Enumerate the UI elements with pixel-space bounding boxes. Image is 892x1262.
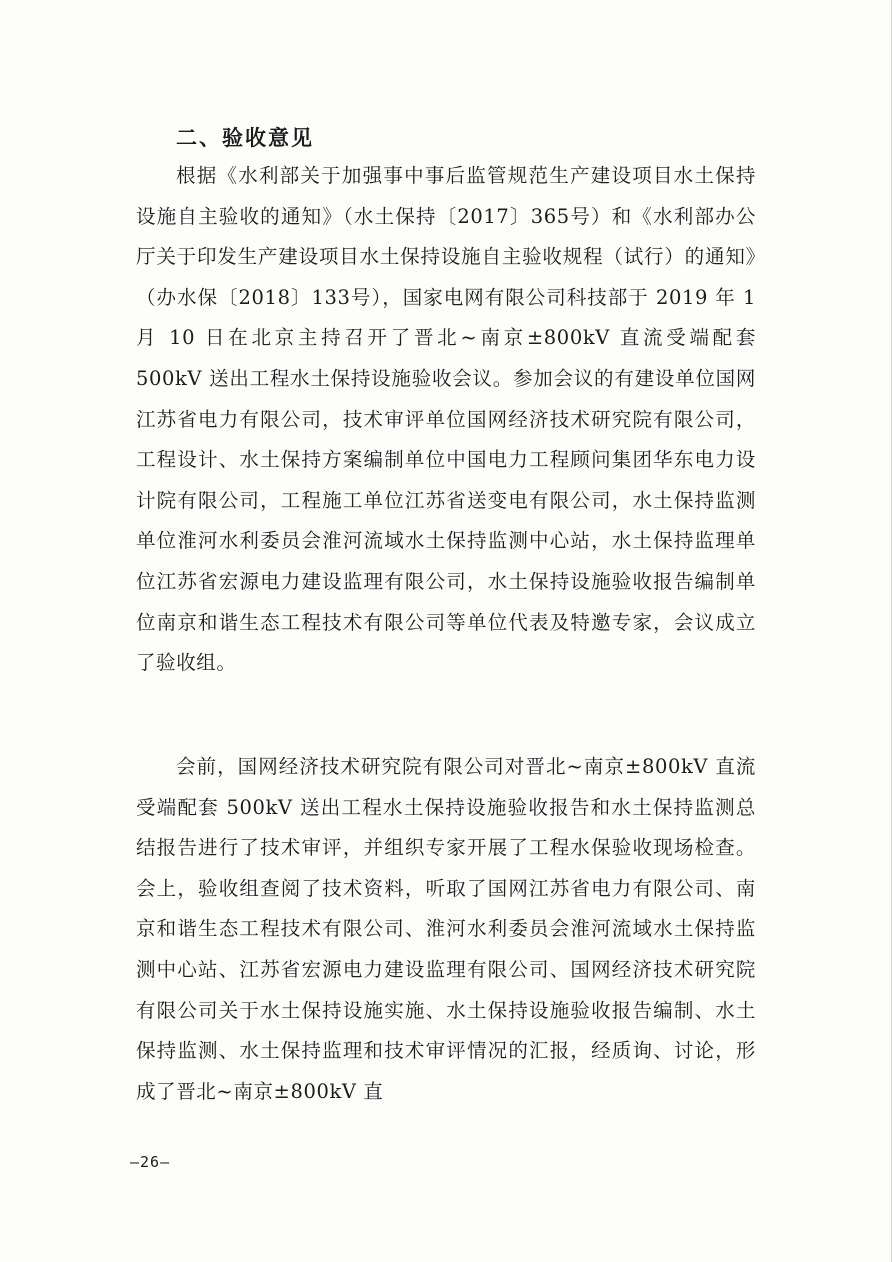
body-paragraph-2: 会前，国网经济技术研究院有限公司对晋北~南京±800kV 直流受端配套 500kV 送出工程水土保持设施验收报告和水土保持监测总结报告进行了技术审评，并组织专家开展了工程水保验收现场检查。会上，验收组查阅了技术资料，听取了国网江苏省电力有限公司、南京和谐生态工程技术有限公司、淮河水利委员会淮河流域水土保持监测中心站、江苏省宏源电力建设监理有限公司、国网经济技术研究院有限公司关于水土保持设施实施、水土保持设施验收报告编制、水土保持监测、水土保持监理和技术审评情况的汇报，经质询、讨论，形成了晋北~南京±800kV 直 [136,755,756,1103]
body-paragraph-1: 根据《水利部关于加强事中事后监管规范生产建设项目水土保持设施自主验收的通知》（水土保持〔2017〕365号）和《水利部办公厅关于印发生产建设项目水土保持设施自主验收规程（试行）的通知》（办水保〔2018〕133号），国家电网有限公司科技部于 2019 年 1 月 10 日在北京主持召开了晋北~南京±800kV 直流受端配套 500kV 送出工程水土保持设施验收会议。参加会议的有建设单位国网江苏省电力有限公司，技术审评单位国网经济技术研究院有限公司，工程设计、水土保持方案编制单位中国电力工程顾问集团华东电力设计院有限公司，工程施工单位江苏省送变电有限公司，水土保持监测单位淮河水利委员会淮河流域水土保持监测中心站，水土保持监理单位江苏省宏源电力建设监理有限公司，水土保持设施验收报告编制单位南京和谐生态工程技术有限公司等单位代表及特邀专家，会议成立了验收组。 [136,164,756,675]
page-number: —26— [130,1153,171,1171]
section-heading: 二、验收意见 [176,126,314,150]
